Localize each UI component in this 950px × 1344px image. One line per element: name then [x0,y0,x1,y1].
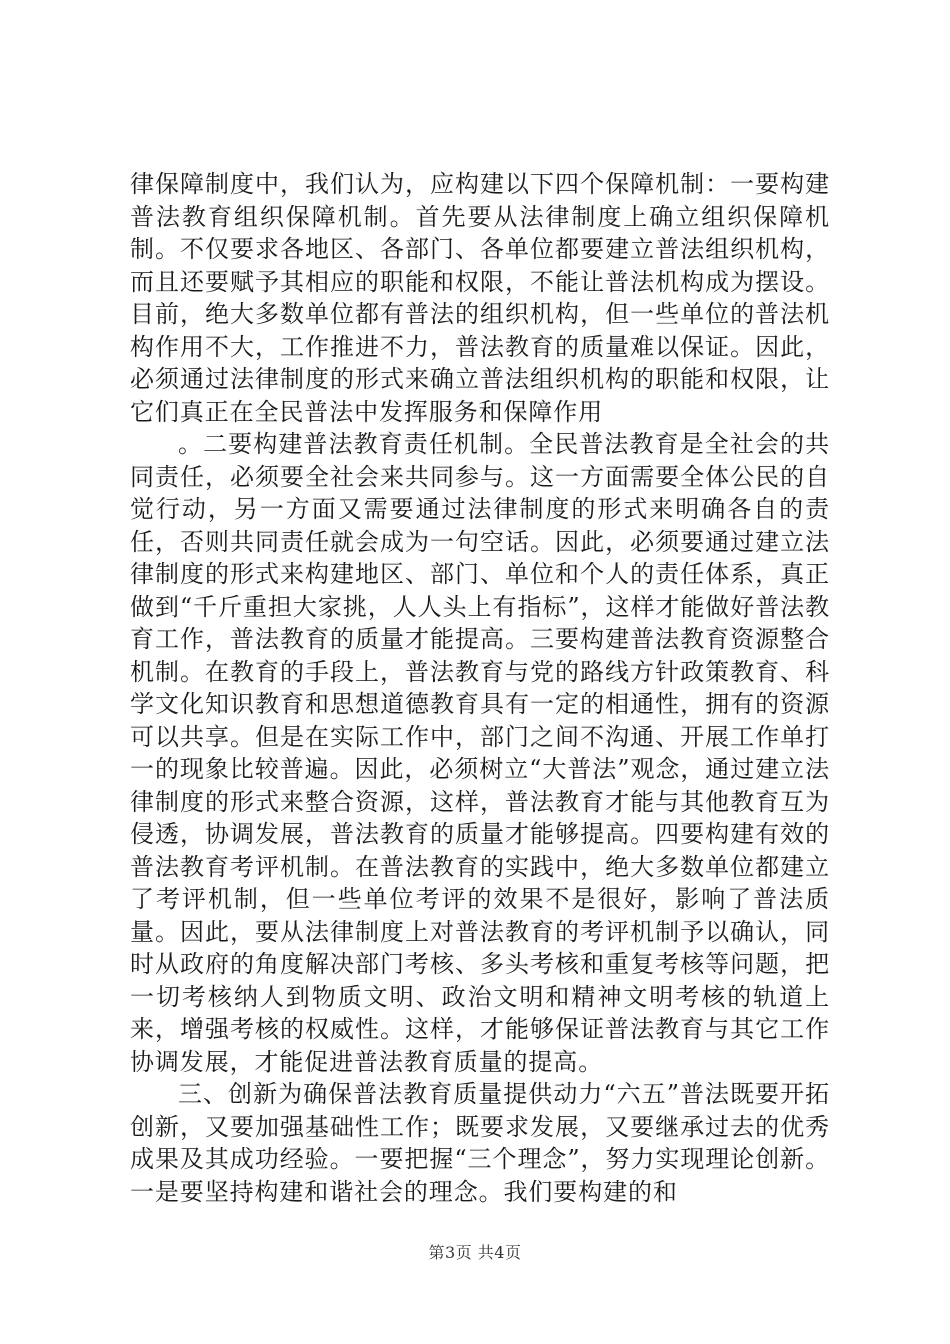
document-body [130,168,830,1208]
paragraph-3: 三、创新为确保普法教育质量提供动力“六五”普法既要开拓创新，又要加强基础性工作；既要求发展，又要继承过去的优秀成果及其成功经验。一要把握“三个理念”，努力实现理论创新。一是要坚持构建和谐社会的理念。我们要构建的和 [130,1080,830,1206]
paragraph-1: 律保障制度中，我们认为，应构建以下四个保障机制：一要构建普法教育组织保障机制。首先要从法律制度上确立组织保障机制。不仅要求各地区、各部门、各单位都要建立普法组织机构，而且还要赋予其相应的职能和权限，不能让普法机构成为摆设。目前，绝大多数单位都有普法的组织机构，但一些单位的普法机构作用不大，工作推进不力，普法教育的质量难以保证。因此，必须通过法律制度的形式来确立普法组织机构的职能和权限，让它们真正在全民普法中发挥服务和保障作用 [130,170,830,426]
page-footer: 第3页 共4页 [428,1243,522,1262]
paragraph-2: 。二要构建普法教育责任机制。全民普法教育是全社会的共同责任，必须要全社会来共同参与。这一方面需要全体公民的自觉行动，另一方面又需要通过法律制度的形式来明确各自的责任，否则共同责任就会成为一句空话。因此，必须要通过建立法律制度的形式来构建地区、部门、单位和个人的责任体系，真正做到“千斤重担大家挑，人人头上有指标”，这样才能做好普法教育工作，普法教育的质量才能提高。三要构建普法教育资源整合机制。在教育的手段上，普法教育与党的路线方针政策教育、科学文化知识教育和思想道德教育具有一定的相通性，拥有的资源可以共享。但是在实际工作中，部门之间不沟通、开展工作单打一的现象比较普遍。因此，必须树立“大普法”观念，通过建立法律制度的形式来整合资源，这样，普法教育才能与其他教育互为侵透，协调发展，普法教育的质量才能够提高。四要构建有效的普法教育考评机制。在普法教育的实践中，绝大多数单位都建立了考评机制，但一些单位考评的效果不是很好，影响了普法质量。因此，要从法律制度上对普法教育的考评机制予以确认，同时从政府的角度解决部门考核、多头考核和重复考核等问题，把一切考核纳人到物质文明、政治文明和精神文明考核的轨道上来，增强考核的权威性。这样，才能够保证普法教育与其它工作协调发展，才能促进普法教育质量的提高。 [130,430,830,1076]
